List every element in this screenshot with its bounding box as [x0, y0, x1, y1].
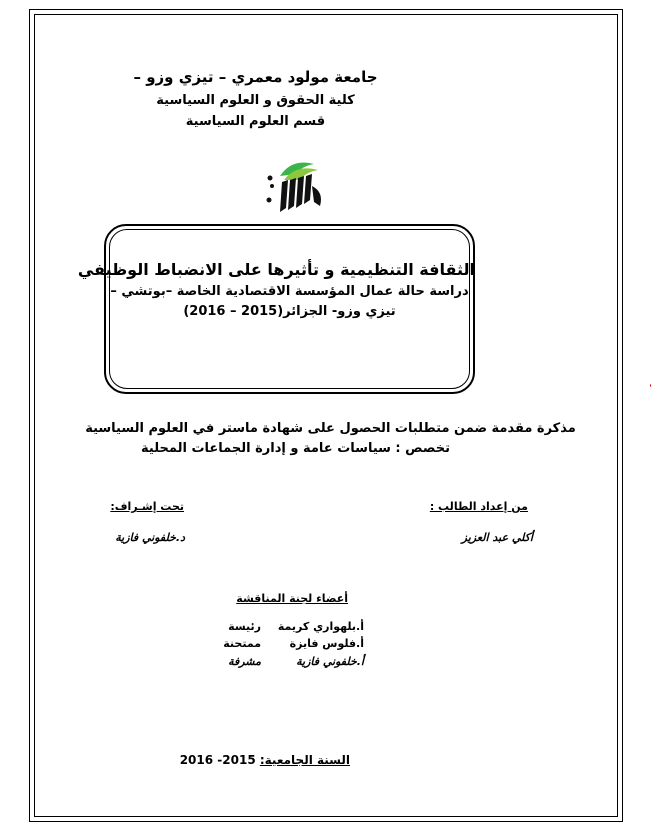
prepared-by-label: من إعداد الطالب :: [429, 500, 528, 513]
jury-member-name: أ.بلهواري كريمة: [277, 620, 364, 633]
jury-member-name: أ.فلوس فايزة: [289, 637, 364, 650]
department-name: قسم العلوم السياسية: [185, 114, 326, 129]
university-logo: [262, 156, 326, 218]
academic-year-value: 2015- 2016: [179, 753, 256, 767]
jury-member-name: أ.خلفوني فازية: [296, 655, 364, 668]
thesis-subtitle-case-study: دراسة حالة عمال المؤسسة الاقتصادية الخاصة –بوتشي –: [110, 284, 469, 299]
jury-member-role: مشرفة: [228, 655, 261, 668]
academic-year-label: السنة الجامعية:: [259, 753, 350, 767]
jury-label: أعضاء لجنة المناقشة: [236, 592, 348, 605]
specialization: تخصص : سياسات عامة و إدارة الجماعات المحلية: [141, 441, 450, 456]
memo-statement: مذكرة مقدمة ضمن متطلبات الحصول على شهادة ماستر في العلوم السياسية: [85, 421, 576, 436]
student-name: أكلي عبد العزيز: [461, 531, 533, 544]
academic-year: [180, 753, 350, 767]
supervisor-name: د.خلفوني فازية: [115, 531, 185, 544]
supervised-by-label: تحت إشـراف:: [110, 500, 184, 513]
faculty-name: كلية الحقوق و العلوم السياسية: [156, 93, 355, 108]
thesis-title: الثقافة التنظيمية و تأثيرها على الانضباط الوظيفي: [77, 260, 475, 279]
thesis-subtitle-location: تيزي وزو- الجزائر(2015 – 2016): [183, 304, 396, 319]
page-border-inner: [34, 14, 618, 817]
university-name: جامعة مولود معمري – تيزي وزو –: [133, 68, 378, 86]
jury-member-role: رئيسة: [228, 620, 261, 633]
jury-member-role: ممتحنة: [223, 637, 261, 650]
